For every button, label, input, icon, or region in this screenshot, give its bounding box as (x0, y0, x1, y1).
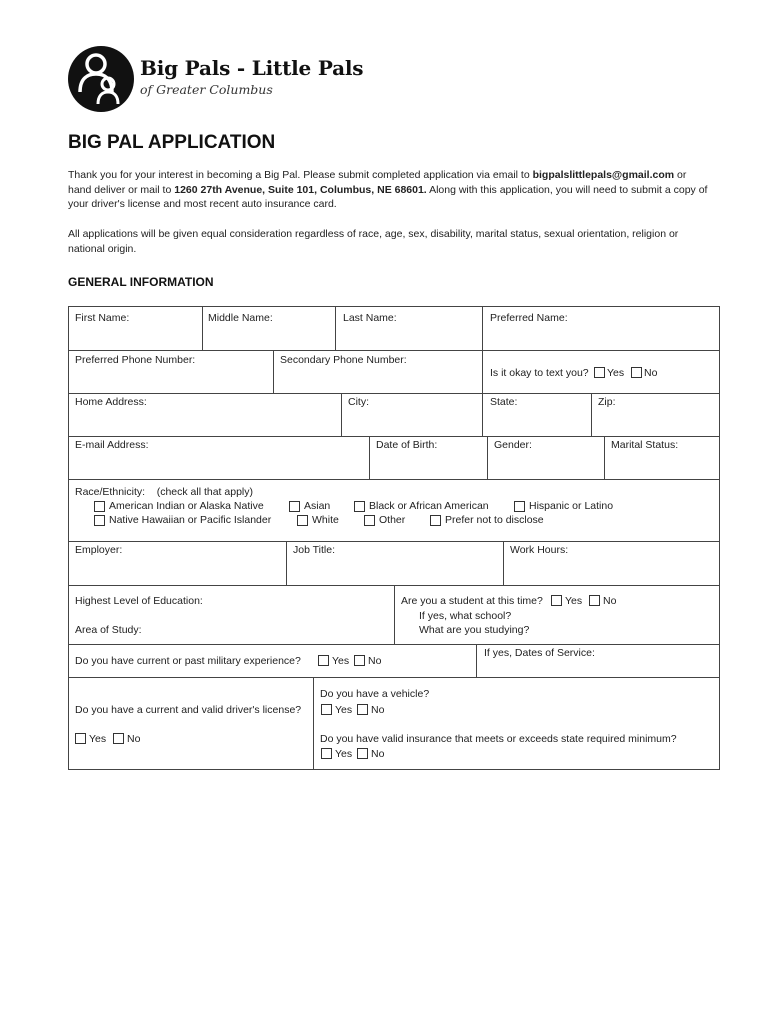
race-other-checkbox[interactable] (364, 515, 375, 526)
marital-status-label: Marital Status: (611, 439, 679, 451)
school-question: If yes, what school? (419, 610, 512, 622)
contact-email: bigpalslittlepals@gmail.com (532, 169, 675, 181)
race-prefer-not-checkbox[interactable] (430, 515, 441, 526)
service-dates-label: If yes, Dates of Service: (484, 647, 595, 659)
vehicle-question: Do you have a vehicle? (320, 688, 430, 700)
text-ok-yes-checkbox[interactable] (594, 367, 605, 378)
home-address-label: Home Address: (75, 396, 147, 408)
mailing-address: 1260 27th Avenue, Suite 101, Columbus, NE 68601. (174, 183, 427, 196)
work-hours-label: Work Hours: (510, 544, 569, 556)
preferred-phone-label: Preferred Phone Number: (75, 354, 196, 366)
race-american-indian-checkbox[interactable] (94, 501, 105, 512)
student-question: Are you a student at this time? (401, 595, 543, 607)
license-no-checkbox[interactable] (113, 733, 124, 744)
license-yes-checkbox[interactable] (75, 733, 86, 744)
logo-icon (68, 46, 134, 112)
logo-title: Big Pals - Little Pals (140, 56, 364, 80)
middle-name-label: Middle Name: (208, 312, 273, 324)
preferred-name-label: Preferred Name: (490, 312, 568, 324)
military-no-checkbox[interactable] (354, 655, 365, 666)
city-label: City: (348, 396, 369, 408)
race-asian-checkbox[interactable] (289, 501, 300, 512)
dob-label: Date of Birth: (376, 439, 438, 451)
race-white-checkbox[interactable] (297, 515, 308, 526)
section-title: GENERAL INFORMATION (68, 275, 214, 289)
first-name-label: First Name: (75, 312, 130, 324)
logo-subtitle: of Greater Columbus (140, 82, 273, 97)
insurance-question: Do you have valid insurance that meets or exceeds state required minimum? (320, 733, 677, 745)
text-ok-label: Is it okay to text you? (490, 367, 589, 379)
race-black-checkbox[interactable] (354, 501, 365, 512)
intro-paragraph-2: All applications will be given equal consideration regardless of race, age, sex, disability, marital status, sexual orientation, religion or national origin. (68, 228, 679, 255)
race-native-hawaiian-checkbox[interactable] (94, 515, 105, 526)
intro-paragraph-1: Thank you for your interest in becoming a Big Pal. Please submit completed application via email to bigpalslittlepals@gmail.com or hand deliver or mail to 1260 27th Avenue, Suite 101, Columbus, NE 68601. Along with this application, you will need to submit a copy of your driver's license and most recent auto insurance card. (68, 169, 708, 210)
last-name-label: Last Name: (343, 312, 397, 324)
vehicle-no-checkbox[interactable] (357, 704, 368, 715)
state-label: State: (490, 396, 518, 408)
area-of-study-label: Area of Study: (75, 624, 142, 636)
job-title-label: Job Title: (293, 544, 336, 556)
student-no-checkbox[interactable] (589, 595, 600, 606)
zip-label: Zip: (598, 396, 616, 408)
secondary-phone-label: Secondary Phone Number: (280, 354, 407, 366)
vehicle-yes-checkbox[interactable] (321, 704, 332, 715)
insurance-no-checkbox[interactable] (357, 748, 368, 759)
general-information-form: First Name: Middle Name: Last Name: Preferred Name: Preferred Phone Number: Secondary Phone Number: Is it okay to text you? Yes No Home Address: City: State: Zip: E-mail Address: Date of Birth: Gender: Marital Status: Race/Ethnicity: (check all that apply) American Indian or Alaska Native Asian Black or African American Hispanic or Latino Native Hawaiian or Pacific Islander White Other Prefer not to disclose Employer: Job Title: Work Hours: Highest Level of Education: Area of Study: Are you a student at this time? Yes No If yes, what school? What are you studying? Do you have current or past military experience? Yes No If yes, Dates of Service: Do you have a current and valid driver's license? Yes No Do you have a vehicle? Yes No Do you have valid insurance that meets or exceeds state required minimum? Yes No (68, 306, 720, 770)
race-hispanic-checkbox[interactable] (514, 501, 525, 512)
race-heading: Race/Ethnicity: (check all that apply) (75, 486, 253, 498)
text-ok-no-checkbox[interactable] (631, 367, 642, 378)
license-question: Do you have a current and valid driver's license? (75, 704, 302, 716)
gender-label: Gender: (494, 439, 532, 451)
email-label: E-mail Address: (75, 439, 149, 451)
studying-question: What are you studying? (419, 624, 530, 636)
military-question: Do you have current or past military experience? (75, 655, 301, 667)
education-label: Highest Level of Education: (75, 595, 203, 607)
page-title: BIG PAL APPLICATION (68, 132, 276, 153)
student-yes-checkbox[interactable] (551, 595, 562, 606)
insurance-yes-checkbox[interactable] (321, 748, 332, 759)
employer-label: Employer: (75, 544, 123, 556)
military-yes-checkbox[interactable] (318, 655, 329, 666)
